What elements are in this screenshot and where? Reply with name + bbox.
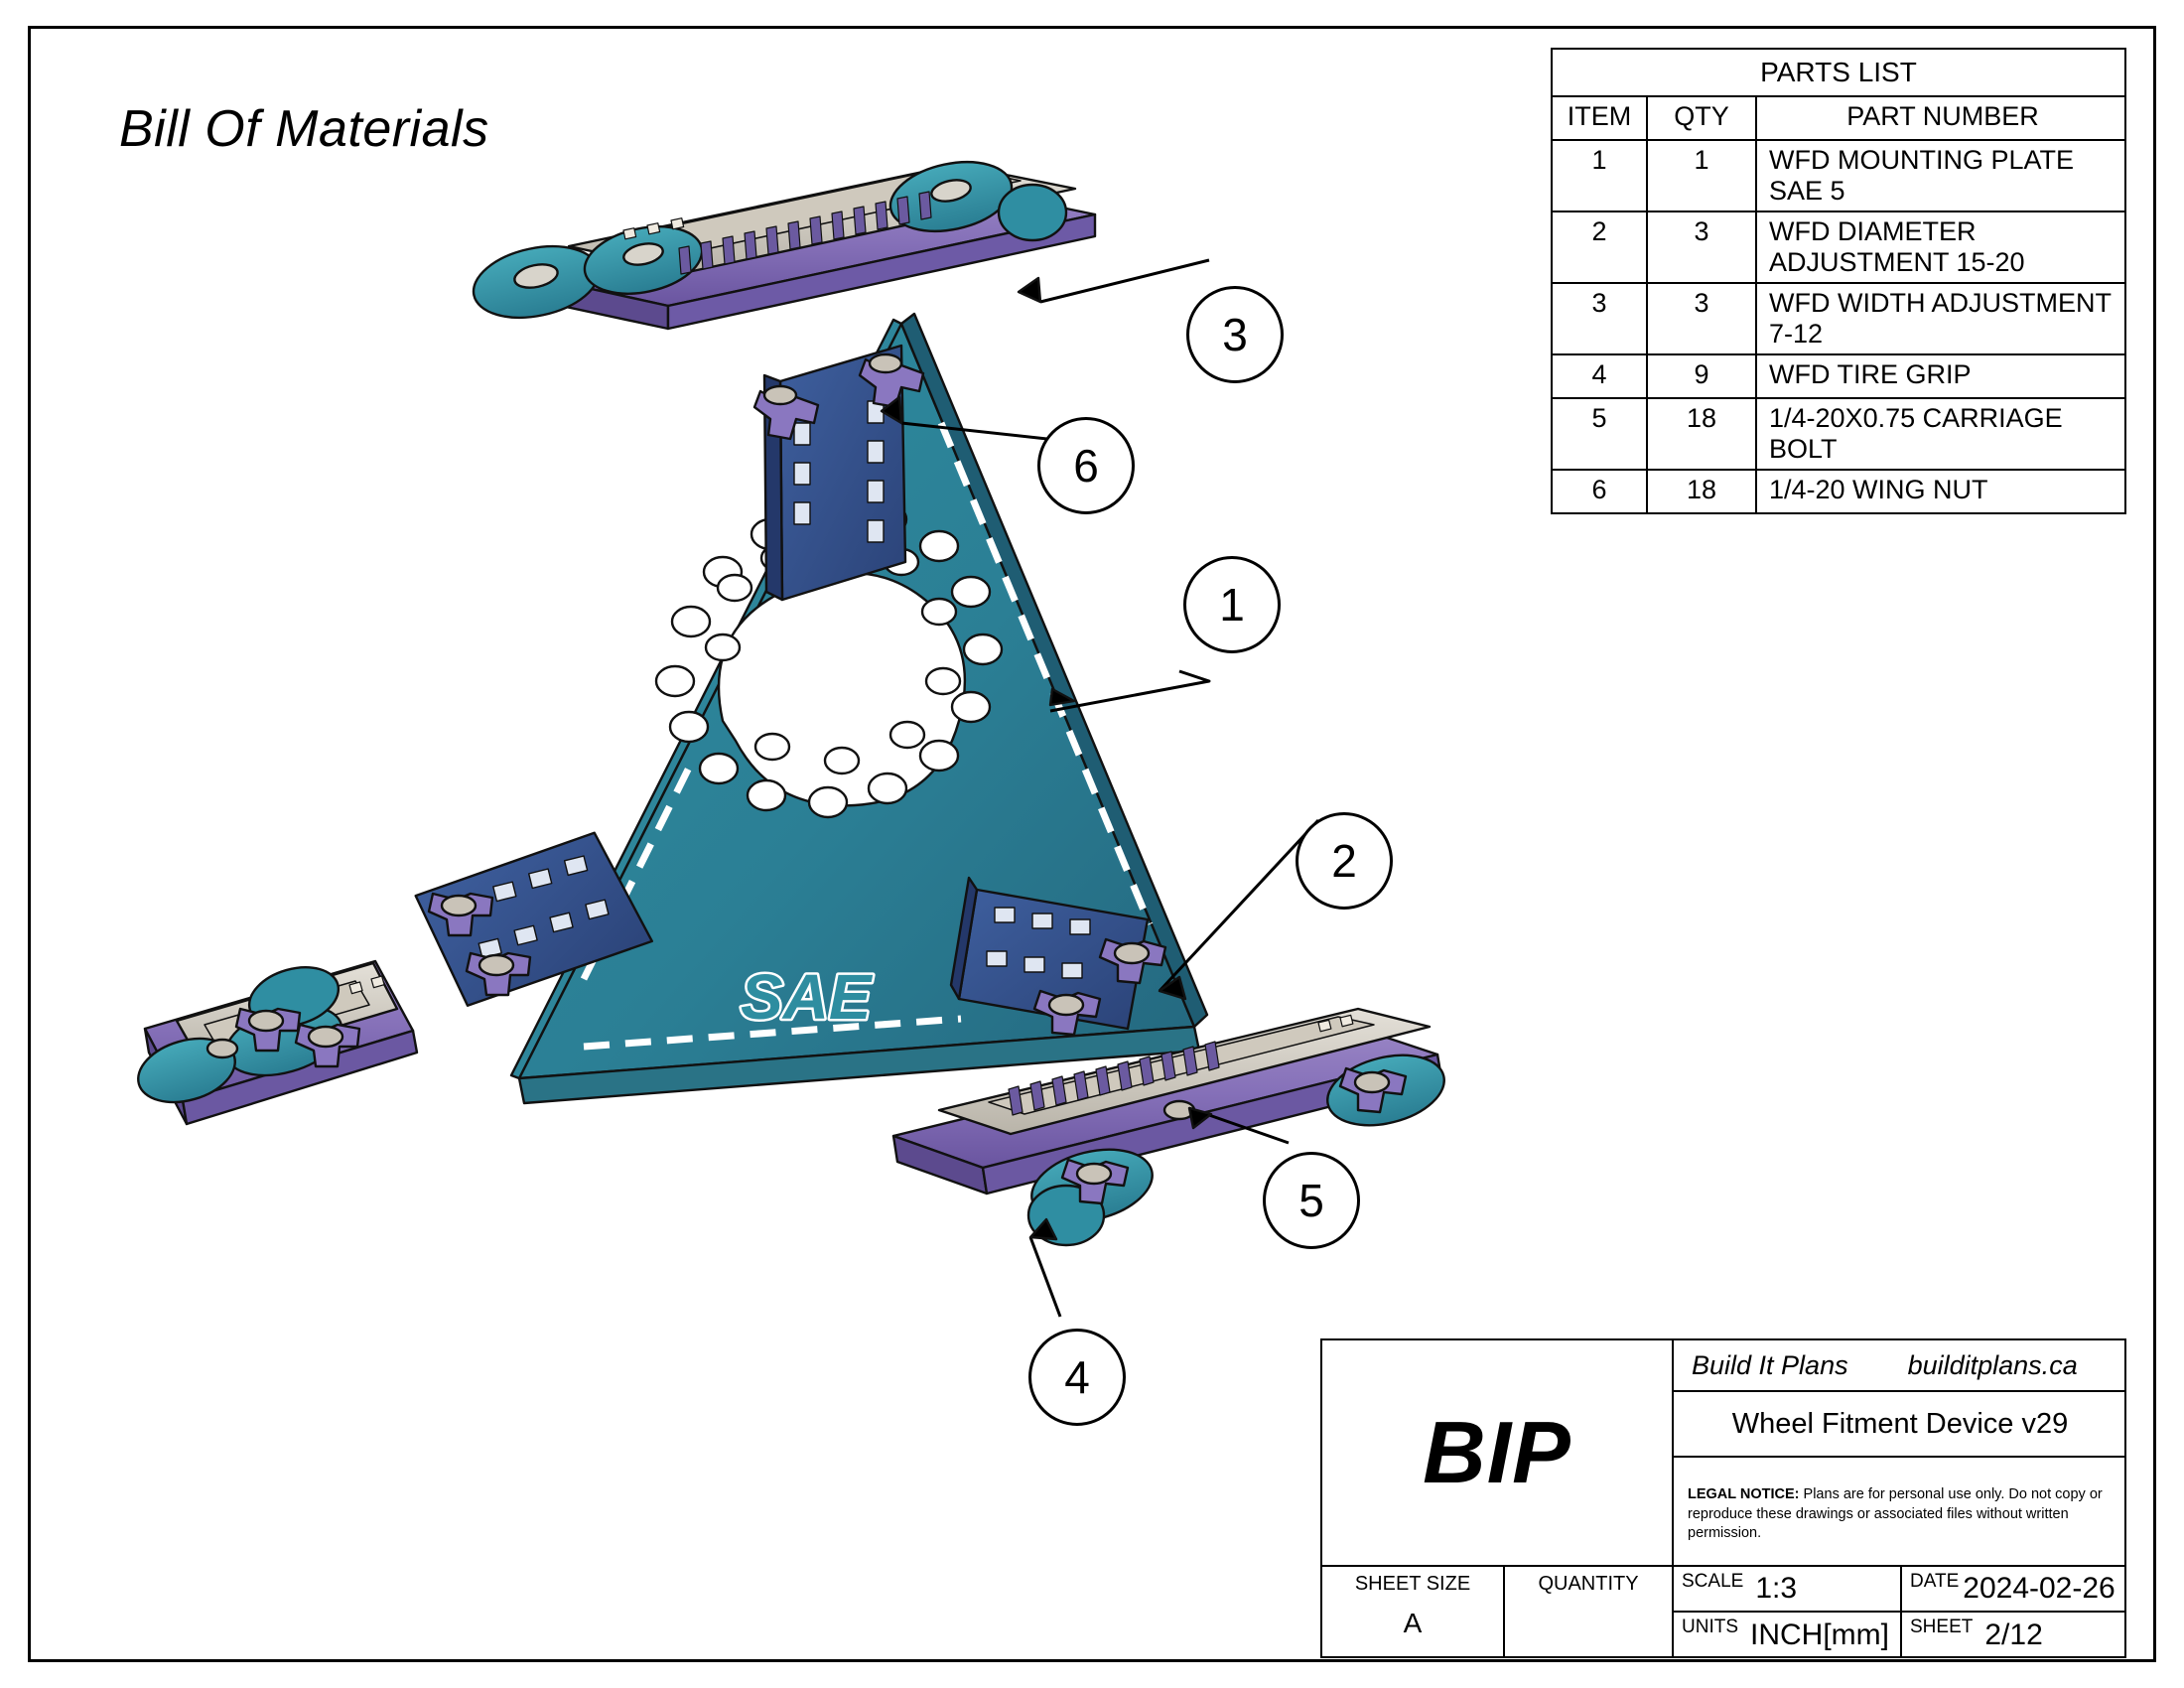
units-value: INCH[mm] — [1750, 1618, 1889, 1651]
parts-list-title: PARTS LIST — [1552, 49, 2125, 96]
cell-part-number: WFD DIAMETER ADJUSTMENT 15-20 — [1756, 211, 2125, 283]
sheet-label: SHEET — [1910, 1617, 1974, 1637]
legal-notice-text: Plans are for personal use only. Do not copy or reproduce these drawings or associated files without written permission. — [1688, 1486, 2103, 1542]
scale-cell — [1674, 1567, 1902, 1613]
sheet-size-cell — [1322, 1567, 1505, 1658]
page-title: Bill Of Materials — [119, 100, 489, 158]
sheet-size-label: SHEET SIZE — [1354, 1573, 1471, 1595]
company-website: builditplans.ca — [1907, 1349, 2078, 1380]
cell-item: 3 — [1552, 283, 1647, 354]
sheet-cell — [1902, 1613, 2126, 1658]
cell-item: 1 — [1552, 140, 1647, 211]
column-header-part-number: PART NUMBER — [1756, 96, 2125, 140]
parts-list-title-row — [1552, 49, 2125, 96]
cell-part-number: 1/4-20 WING NUT — [1756, 470, 2125, 513]
cell-item: 4 — [1552, 354, 1647, 398]
scale-value: 1:3 — [1755, 1572, 1798, 1605]
quantity-cell — [1505, 1567, 1674, 1658]
balloon-1[interactable]: 1 — [1183, 556, 1281, 653]
cell-qty: 1 — [1647, 140, 1756, 211]
table-row — [1552, 354, 2125, 398]
cell-part-number: WFD TIRE GRIP — [1756, 354, 2125, 398]
sheet-value: 2/12 — [1984, 1618, 2043, 1651]
logo-cell — [1322, 1340, 1674, 1567]
quantity-label: QUANTITY — [1538, 1573, 1639, 1595]
cell-item: 6 — [1552, 470, 1647, 513]
engraved-label: SAE — [741, 961, 872, 1033]
company-name: Build It Plans — [1692, 1349, 1848, 1380]
parts-list-table — [1551, 48, 2126, 514]
table-row — [1552, 283, 2125, 354]
date-label: DATE — [1910, 1571, 1960, 1592]
cell-qty: 3 — [1647, 211, 1756, 283]
units-label: UNITS — [1682, 1617, 1738, 1637]
cell-part-number: 1/4-20X0.75 CARRIAGE BOLT — [1756, 398, 2125, 470]
scale-label: SCALE — [1682, 1571, 1744, 1592]
sheet-size-value: A — [1403, 1608, 1423, 1638]
cell-qty: 3 — [1647, 283, 1756, 354]
column-header-qty: QTY — [1647, 96, 1756, 140]
column-header-item: ITEM — [1552, 96, 1647, 140]
units-cell — [1674, 1613, 1902, 1658]
top-rail-assembly — [467, 152, 1095, 329]
left-rail-assembly — [131, 957, 417, 1124]
bracket-top — [754, 346, 923, 600]
balloon-2[interactable]: 2 — [1296, 812, 1393, 910]
table-row — [1552, 140, 2125, 211]
cell-part-number: WFD WIDTH ADJUSTMENT 7-12 — [1756, 283, 2125, 354]
cell-item: 5 — [1552, 398, 1647, 470]
balloon-3[interactable]: 3 — [1186, 286, 1284, 383]
cell-item: 2 — [1552, 211, 1647, 283]
cell-part-number: WFD MOUNTING PLATE SAE 5 — [1756, 140, 2125, 211]
balloon-5[interactable]: 5 — [1263, 1152, 1360, 1249]
company-row — [1674, 1340, 2126, 1392]
date-cell — [1902, 1567, 2126, 1613]
legal-notice — [1674, 1458, 2126, 1567]
title-block — [1320, 1338, 2126, 1658]
bip-logo: BIP — [1423, 1403, 1571, 1501]
balloon-6[interactable]: 6 — [1037, 417, 1135, 514]
cell-qty: 9 — [1647, 354, 1756, 398]
balloon-4[interactable]: 4 — [1028, 1329, 1126, 1426]
parts-list-header-row — [1552, 96, 2125, 140]
drawing-title: Wheel Fitment Device v29 — [1674, 1392, 2126, 1458]
table-row — [1552, 211, 2125, 283]
legal-notice-label: LEGAL NOTICE: — [1688, 1486, 1800, 1502]
cell-qty: 18 — [1647, 398, 1756, 470]
date-value: 2024-02-26 — [1963, 1572, 2116, 1605]
table-row — [1552, 470, 2125, 513]
table-row — [1552, 398, 2125, 470]
cell-qty: 18 — [1647, 470, 1756, 513]
